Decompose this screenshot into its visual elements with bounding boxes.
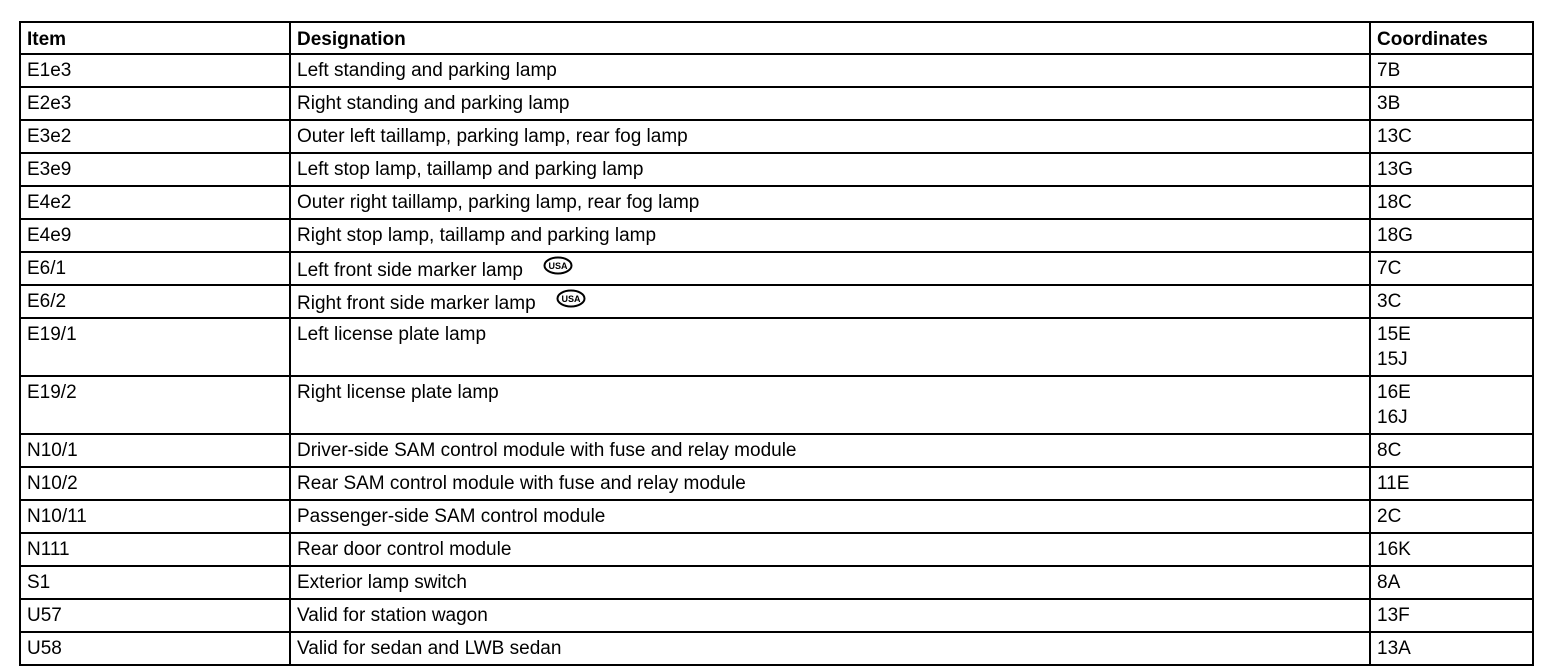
coordinate-value: 18G (1377, 225, 1413, 246)
header-row (20, 22, 1533, 54)
coordinate-value: 2C (1377, 506, 1402, 527)
coordinates-cell (1370, 533, 1533, 566)
coordinates-cell (1370, 219, 1533, 252)
coordinate-value: 8A (1377, 572, 1401, 593)
table-row (20, 533, 1533, 566)
designation-cell (290, 285, 1370, 318)
coordinates-cell (1370, 186, 1533, 219)
coordinates-cell (1370, 120, 1533, 153)
designation-cell: Left license plate lamp (290, 318, 1370, 376)
coordinates-cell (1370, 500, 1533, 533)
coordinate-value: 3C (1377, 291, 1402, 312)
coordinate-value: 13A (1377, 638, 1411, 659)
item-cell: E19/1 (20, 318, 290, 376)
coordinates-cell (1370, 318, 1533, 376)
table-row (20, 153, 1533, 186)
header-coordinates: Coordinates (1370, 22, 1533, 54)
coordinate-value: 16J (1377, 407, 1408, 428)
usa-badge-icon (556, 289, 586, 308)
designation-cell: Right standing and parking lamp (290, 87, 1370, 120)
table-row (20, 285, 1533, 318)
item-cell: N111 (20, 533, 290, 566)
item-cell: E3e9 (20, 153, 290, 186)
coordinates-cell (1370, 632, 1533, 665)
coordinate-value: 15E (1377, 324, 1411, 345)
coordinates-cell (1370, 153, 1533, 186)
usa-badge-label: USA (548, 261, 568, 271)
coordinates-cell (1370, 599, 1533, 632)
coordinate-value: 3B (1377, 93, 1401, 114)
designation-cell: Outer right taillamp, parking lamp, rear fog lamp (290, 186, 1370, 219)
table-row (20, 54, 1533, 87)
coordinates-cell (1370, 252, 1533, 285)
table-row (20, 434, 1533, 467)
table-row (20, 186, 1533, 219)
header-item: Item (20, 22, 290, 54)
coordinates-cell (1370, 54, 1533, 87)
table-row (20, 500, 1533, 533)
designation-cell: Left standing and parking lamp (290, 54, 1370, 87)
table-row (20, 566, 1533, 599)
designation-cell: Passenger-side SAM control module (290, 500, 1370, 533)
coordinate-value: 11E (1377, 473, 1410, 494)
item-cell: E2e3 (20, 87, 290, 120)
item-cell: E6/1 (20, 252, 290, 285)
coordinate-value: 16E (1377, 382, 1411, 403)
coordinate-value: 16K (1377, 539, 1411, 560)
table-row (20, 318, 1533, 376)
item-cell: E1e3 (20, 54, 290, 87)
coordinates-cell (1370, 434, 1533, 467)
item-cell: N10/2 (20, 467, 290, 500)
coordinate-value: 7B (1377, 60, 1401, 81)
coordinate-value: 15J (1377, 349, 1408, 370)
legend-table (19, 21, 1534, 666)
designation-text: Right front side marker lamp (297, 293, 536, 314)
coordinate-value: 7C (1377, 258, 1402, 279)
designation-text: Left front side marker lamp (297, 260, 523, 281)
header-designation: Designation (290, 22, 1370, 54)
coordinates-cell (1370, 376, 1533, 434)
coordinate-value: 13G (1377, 159, 1413, 180)
table-row (20, 467, 1533, 500)
table-row (20, 87, 1533, 120)
item-cell: E4e2 (20, 186, 290, 219)
designation-cell: Exterior lamp switch (290, 566, 1370, 599)
coordinate-value: 8C (1377, 440, 1402, 461)
item-cell: S1 (20, 566, 290, 599)
designation-cell: Right license plate lamp (290, 376, 1370, 434)
coordinates-cell (1370, 285, 1533, 318)
table-row (20, 252, 1533, 285)
designation-cell: Rear SAM control module with fuse and relay module (290, 467, 1370, 500)
item-cell: N10/1 (20, 434, 290, 467)
coordinate-value: 13C (1377, 126, 1412, 147)
coordinate-value: 18C (1377, 192, 1412, 213)
designation-cell: Valid for sedan and LWB sedan (290, 632, 1370, 665)
coordinates-cell (1370, 87, 1533, 120)
coordinates-cell (1370, 467, 1533, 500)
table-row (20, 120, 1533, 153)
table-row (20, 376, 1533, 434)
designation-cell: Left stop lamp, taillamp and parking lamp (290, 153, 1370, 186)
usa-badge-label: USA (561, 294, 581, 304)
item-cell: E3e2 (20, 120, 290, 153)
coordinates-cell (1370, 566, 1533, 599)
usa-badge-icon (543, 256, 573, 275)
item-cell: E4e9 (20, 219, 290, 252)
item-cell: U58 (20, 632, 290, 665)
designation-cell (290, 252, 1370, 285)
table-row (20, 219, 1533, 252)
table-row (20, 599, 1533, 632)
designation-cell: Rear door control module (290, 533, 1370, 566)
designation-cell: Valid for station wagon (290, 599, 1370, 632)
item-cell: U57 (20, 599, 290, 632)
designation-cell: Outer left taillamp, parking lamp, rear fog lamp (290, 120, 1370, 153)
item-cell: E19/2 (20, 376, 290, 434)
coordinate-value: 13F (1377, 605, 1410, 626)
item-cell: E6/2 (20, 285, 290, 318)
table-row (20, 632, 1533, 665)
designation-cell: Right stop lamp, taillamp and parking lamp (290, 219, 1370, 252)
item-cell: N10/11 (20, 500, 290, 533)
designation-cell: Driver-side SAM control module with fuse and relay module (290, 434, 1370, 467)
